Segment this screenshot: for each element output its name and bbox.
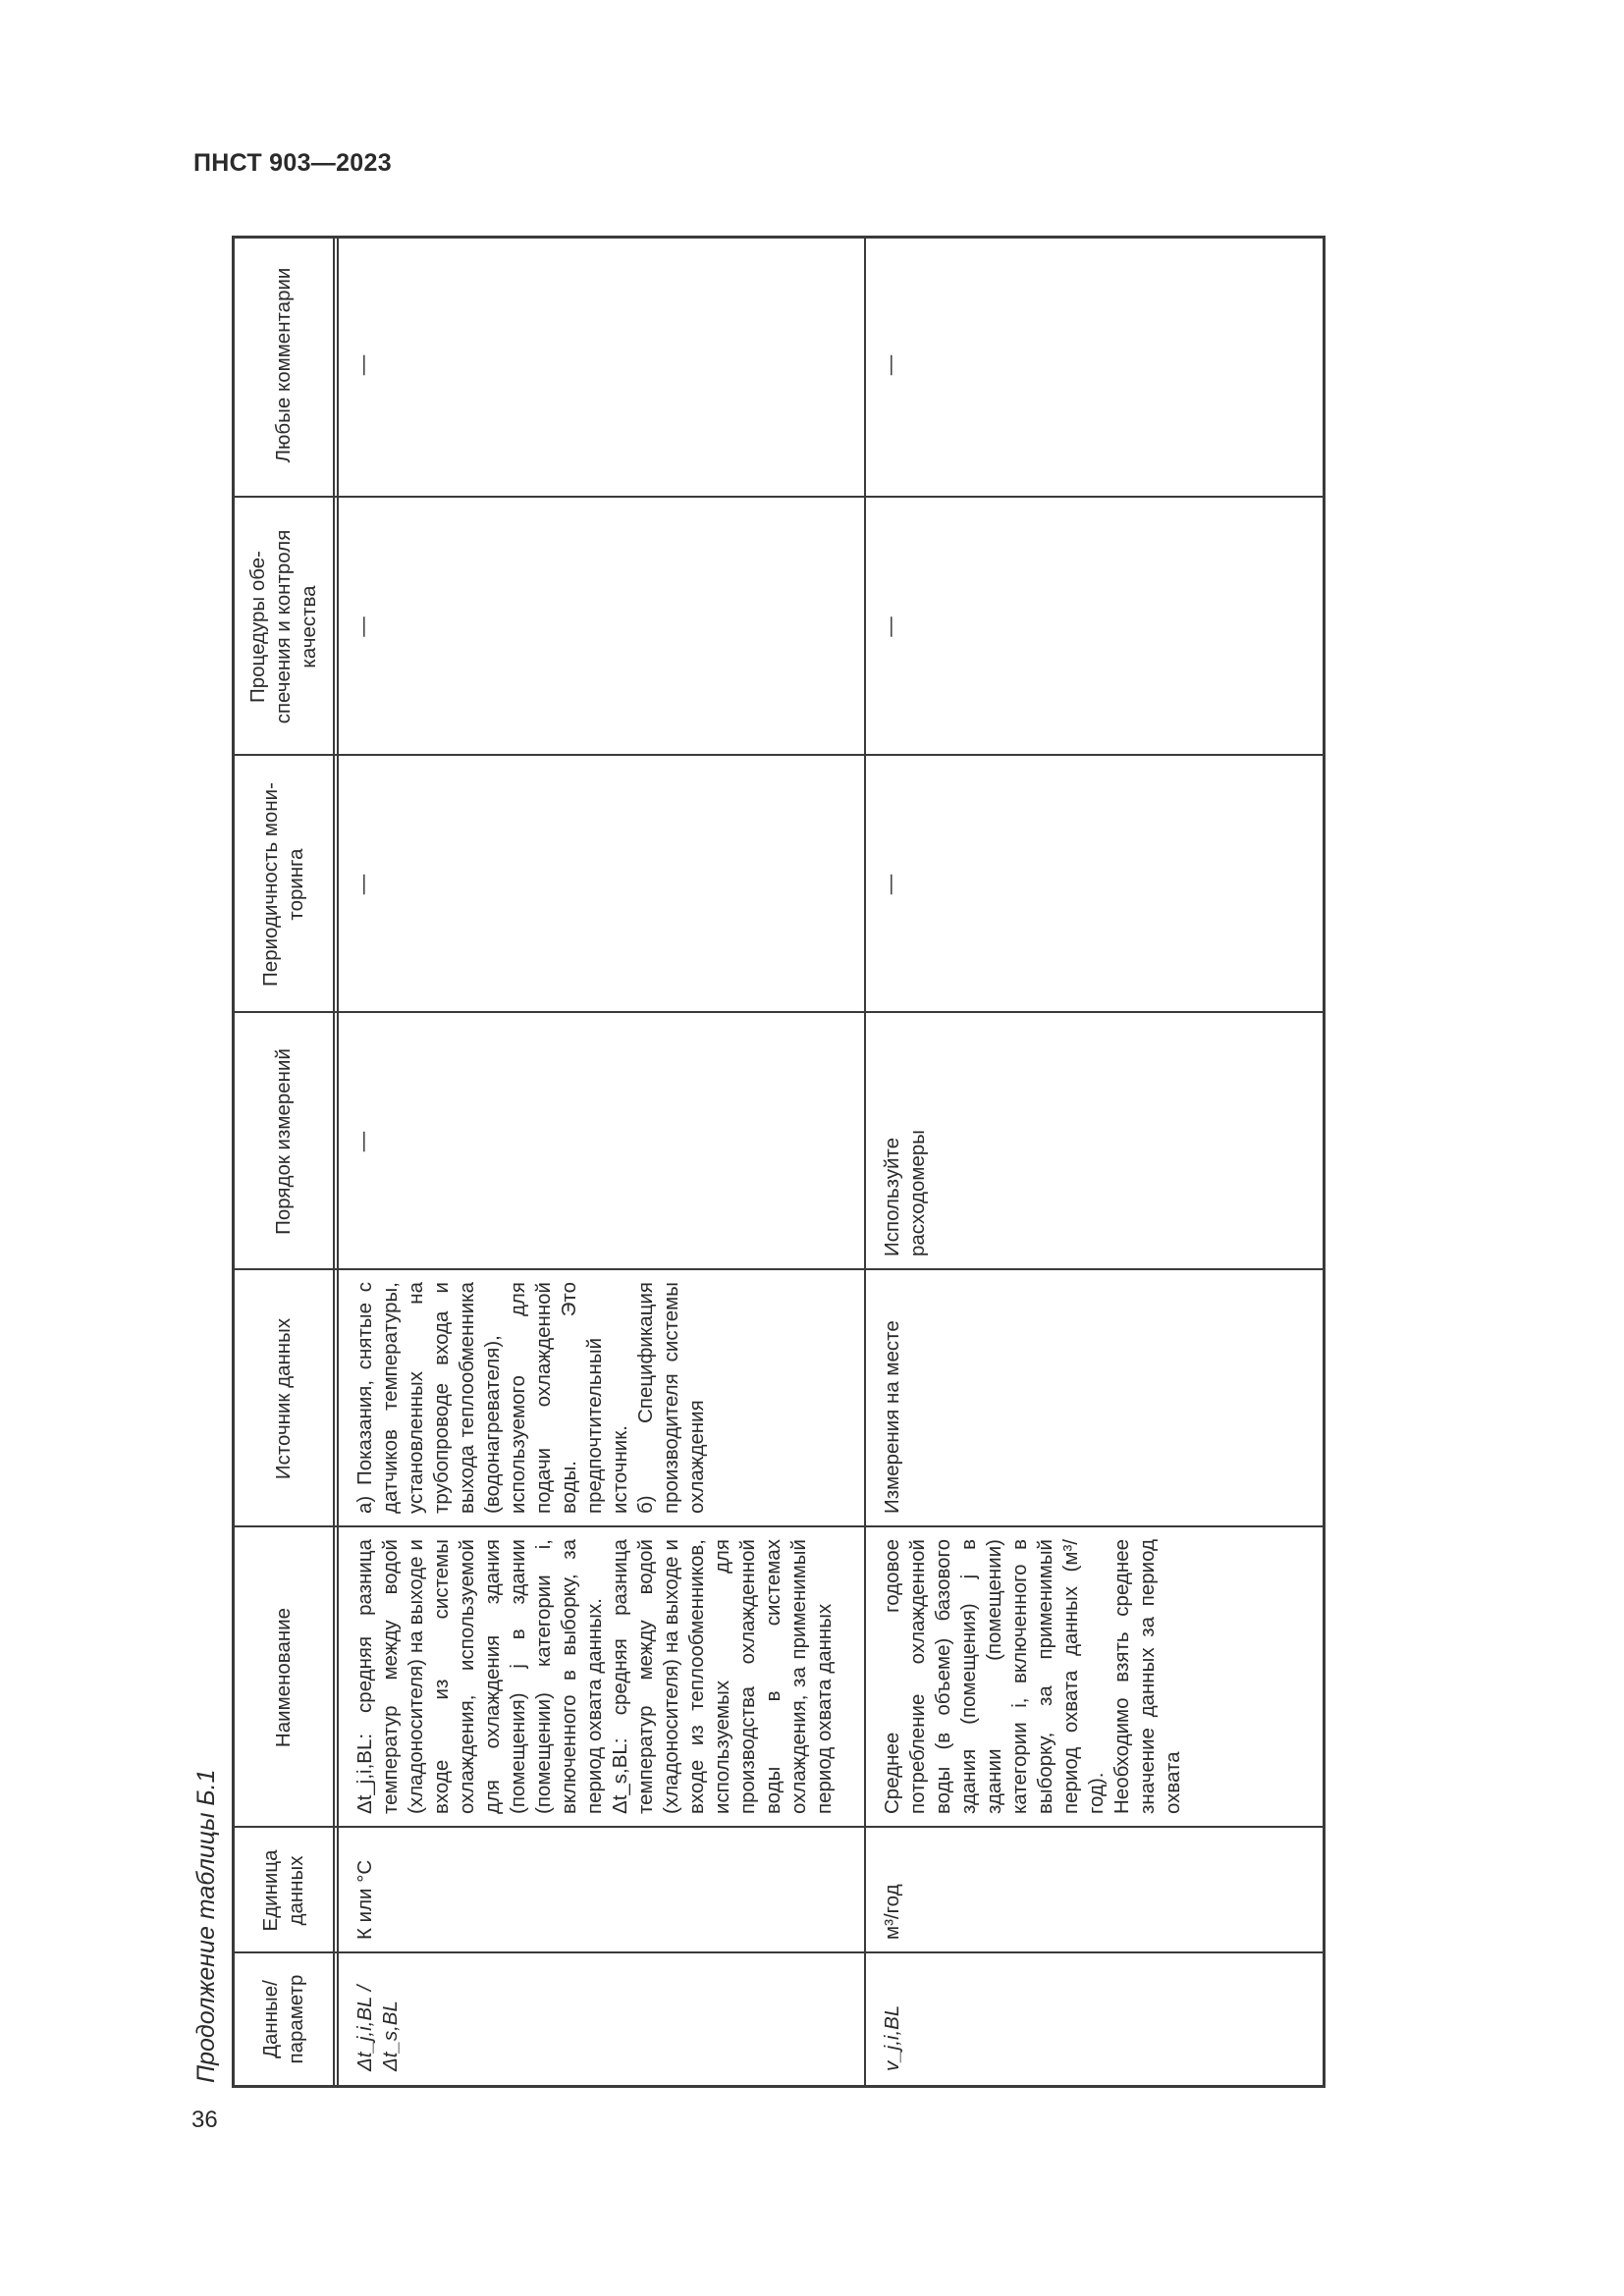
row1-unit: К или °С <box>353 1859 376 1940</box>
header-qa: Процедуры обе- спечения и контроля качества <box>246 529 320 724</box>
header-source: Источник данных <box>272 1317 295 1480</box>
row1-param: Δt_j,i,BL / Δt_s,BL <box>353 1985 402 2071</box>
row1-frequency: — <box>352 874 374 895</box>
row2-name-text-1: Среднее годовое потребление охлажденной воды (в объеме) базового здания (помещения) j в здании (помещении) категории i, включенного в выборку, за применимый период охвата данных (м³/год). <box>881 1539 1108 1814</box>
header-comments: Любые комментарии <box>272 267 295 463</box>
header-frequency: Периодичность мони- торинга <box>259 782 307 987</box>
row2-param: v_j,i,BL <box>881 2004 903 2071</box>
row1-source-a: а) Показания, снятые с датчиков температуры, установленных на трубопроводе входа и выхода теплообменника (водонагревателя), используемого для подачи охлажденной воды. Это предпочтительный источник. <box>353 1282 631 1514</box>
document-code: ПНСТ 903—2023 <box>193 149 392 177</box>
header-param: Данные/ параметр <box>259 1974 307 2064</box>
row2-comments: — <box>879 354 901 376</box>
header-name: Наименование <box>272 1607 295 1748</box>
row2-qa: — <box>879 616 901 637</box>
row1-name-text-2: Δt_s,BL: средняя разница температур между водой (хладоносителя) на выходе и входе из теплообменников, используемых для производства охлажденной воды в системах охлаждения, за применимый период охвата данных <box>609 1539 836 1814</box>
row1-procedure: — <box>352 1131 374 1152</box>
row2-source: Измерения на месте <box>881 1320 903 1514</box>
row1-name-text-1: Δt_j,i,BL: средняя разница температур между водой (хладоносителя) на выходе и входе из системы охлаждения, используемой для охлаждения здания (помещения) j в здании (помещении) категории i, включенного в выборку, за период охвата данных. <box>353 1539 606 1814</box>
table-caption: Продолжение таблицы Б.1 <box>192 1769 220 2083</box>
row2-name <box>866 1527 1328 1828</box>
row2-procedure: Используйте расходомеры <box>881 1129 929 1256</box>
row1-name <box>339 1527 864 1828</box>
row2-unit: м³/год <box>881 1884 903 1940</box>
header-procedure: Порядок измерений <box>272 1048 295 1235</box>
row2-name-text-2: Необходимо взять среднее значение данных за период охвата <box>1110 1539 1184 1814</box>
row1-comments: — <box>352 354 374 376</box>
row1-source-b: б) Спецификация производителя системы охлаждения <box>634 1282 708 1514</box>
row2-frequency: — <box>879 874 901 895</box>
header-unit: Единица данных <box>259 1849 307 1932</box>
data-table <box>232 236 1326 2088</box>
page-number: 36 <box>191 2107 218 2133</box>
row1-qa: — <box>352 616 374 637</box>
row1-source <box>339 1270 864 1527</box>
